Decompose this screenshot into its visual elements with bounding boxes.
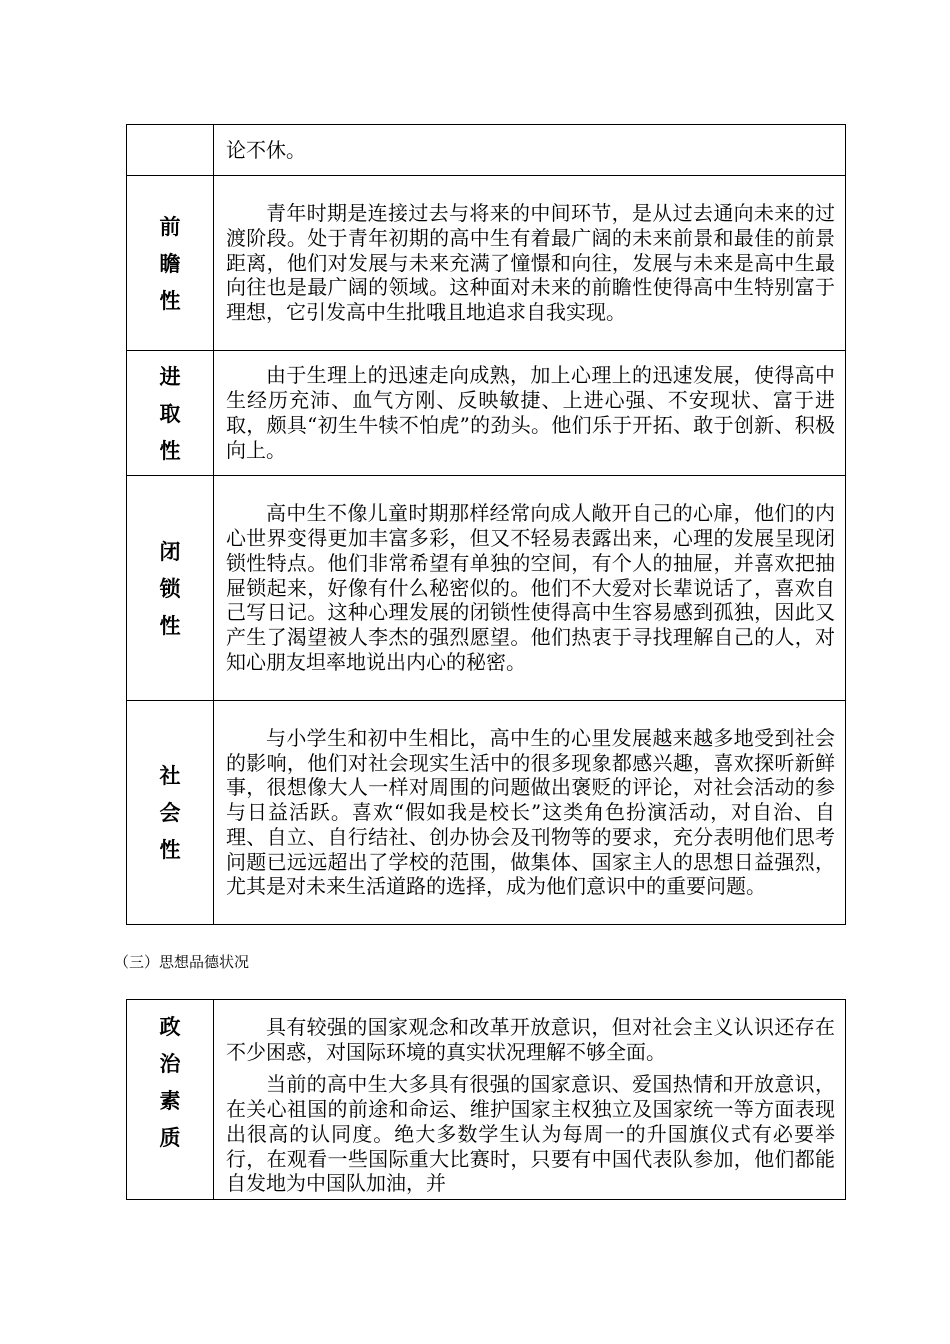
- table-row-sociality: [127, 701, 846, 925]
- moral-quality-table: [126, 999, 846, 1200]
- row-paragraph: 论不休。: [226, 137, 306, 162]
- table-row-foresight: [127, 176, 846, 351]
- trait-table: [126, 124, 846, 925]
- label-char: 前: [159, 213, 181, 239]
- row-paragraph: 由于生理上的迅速走向成熟，加上心理上的迅速发展，使得高中生经历充沛、血气方刚、反映敏捷、上进心强、不安现状、富于进取，颇具“初生牛犊不怕虎”的劲头。他们乐于开拓、敢于创新、积极向上。: [226, 363, 835, 462]
- label-char: 会: [159, 800, 181, 825]
- label-char: 性: [159, 837, 181, 862]
- row-label-empty: [127, 125, 214, 176]
- label-char: 治: [159, 1051, 181, 1076]
- label-char: 性: [159, 287, 181, 313]
- row-paragraph: 当前的高中生大多具有很强的国家意识、爱国热情和开放意识，在关心祖国的前途和命运、维护国家主权独立及国家统一等方面表现出很高的认同度。绝大多数学生认为每周一的升国旗仪式有必要举行，在观看一些国际重大比赛时，只要有中国代表队参加，他们都能自发地为中国队加油，并: [226, 1072, 835, 1196]
- row-label-closedness: [127, 476, 214, 701]
- row-label-enterprise: [127, 351, 214, 476]
- row-paragraph: 与小学生和初中生相比，高中生的心里发展越来越多地受到社会的影响，他们对社会现实生活中的很多现象都感兴趣，喜欢探听新鲜事，很想像大人一样对周围的问题做出褒贬的评论，对社会活动的参与日益活跃。喜欢“假如我是校长”这类角色扮演活动，对自治、自理、自立、自行结社、创办协会及刊物等的要求，充分表明他们思考问题已远远超出了学校的范围，做集体、国家主人的思想日益强烈，尤其是对未来生活道路的选择，成为他们意识中的重要问题。: [226, 725, 835, 899]
- table-row-continued: [127, 125, 846, 176]
- label-char: 取: [159, 400, 181, 426]
- label-char: 性: [159, 437, 181, 463]
- label-char: 性: [159, 612, 181, 638]
- label-char: 素: [159, 1088, 181, 1113]
- label-char: 进: [159, 363, 181, 389]
- section-heading: （三）思想品德状况: [114, 953, 250, 971]
- row-content: [214, 125, 846, 176]
- row-label-political-quality: [127, 1000, 214, 1200]
- row-content: [214, 176, 846, 351]
- row-paragraph: 具有较强的国家观念和改革开放意识，但对社会主义认识还存在不少困惑，对国际环境的真实状况理解不够全面。: [226, 1014, 835, 1064]
- label-char: 政: [159, 1014, 181, 1039]
- label-char: 瞻: [159, 250, 181, 276]
- row-label-foresight: [127, 176, 214, 351]
- table-row-closedness: [127, 476, 846, 701]
- row-content: [214, 1000, 846, 1200]
- row-content: [214, 351, 846, 476]
- label-char: 社: [159, 763, 181, 788]
- label-char: 质: [159, 1125, 181, 1150]
- table-row-political-quality: [127, 1000, 846, 1200]
- row-content: [214, 701, 846, 925]
- row-paragraph: 青年时期是连接过去与将来的中间环节，是从过去通向未来的过渡阶段。处于青年初期的高中生有着最广阔的未来前景和最佳的前景距离，他们对发展与未来充满了憧憬和向往，发展与未来是高中生最向往也是最广阔的领域。这种面对未来的前瞻性使得高中生特别富于理想，它引发高中生批哦且地追求自我实现。: [226, 201, 835, 325]
- row-label-sociality: [127, 701, 214, 925]
- row-paragraph: 高中生不像儿童时期那样经常向成人敞开自己的心扉，他们的内心世界变得更加丰富多彩，但又不轻易表露出来，心理的发展呈现闭锁性特点。他们非常希望有单独的空间，有个人的抽屉，并喜欢把抽屉锁起来，好像有什么秘密似的。他们不大爱对长辈说话了，喜欢自己写日记。这种心理发展的闭锁性使得高中生容易感到孤独，因此又产生了渴望被人李杰的强烈愿望。他们热衷于寻找理解自己的人，对知心朋友坦率地说出内心的秘密。: [226, 501, 835, 674]
- table-row-enterprise: [127, 351, 846, 476]
- row-content: [214, 476, 846, 701]
- label-char: 锁: [159, 575, 181, 601]
- label-char: 闭: [159, 538, 181, 564]
